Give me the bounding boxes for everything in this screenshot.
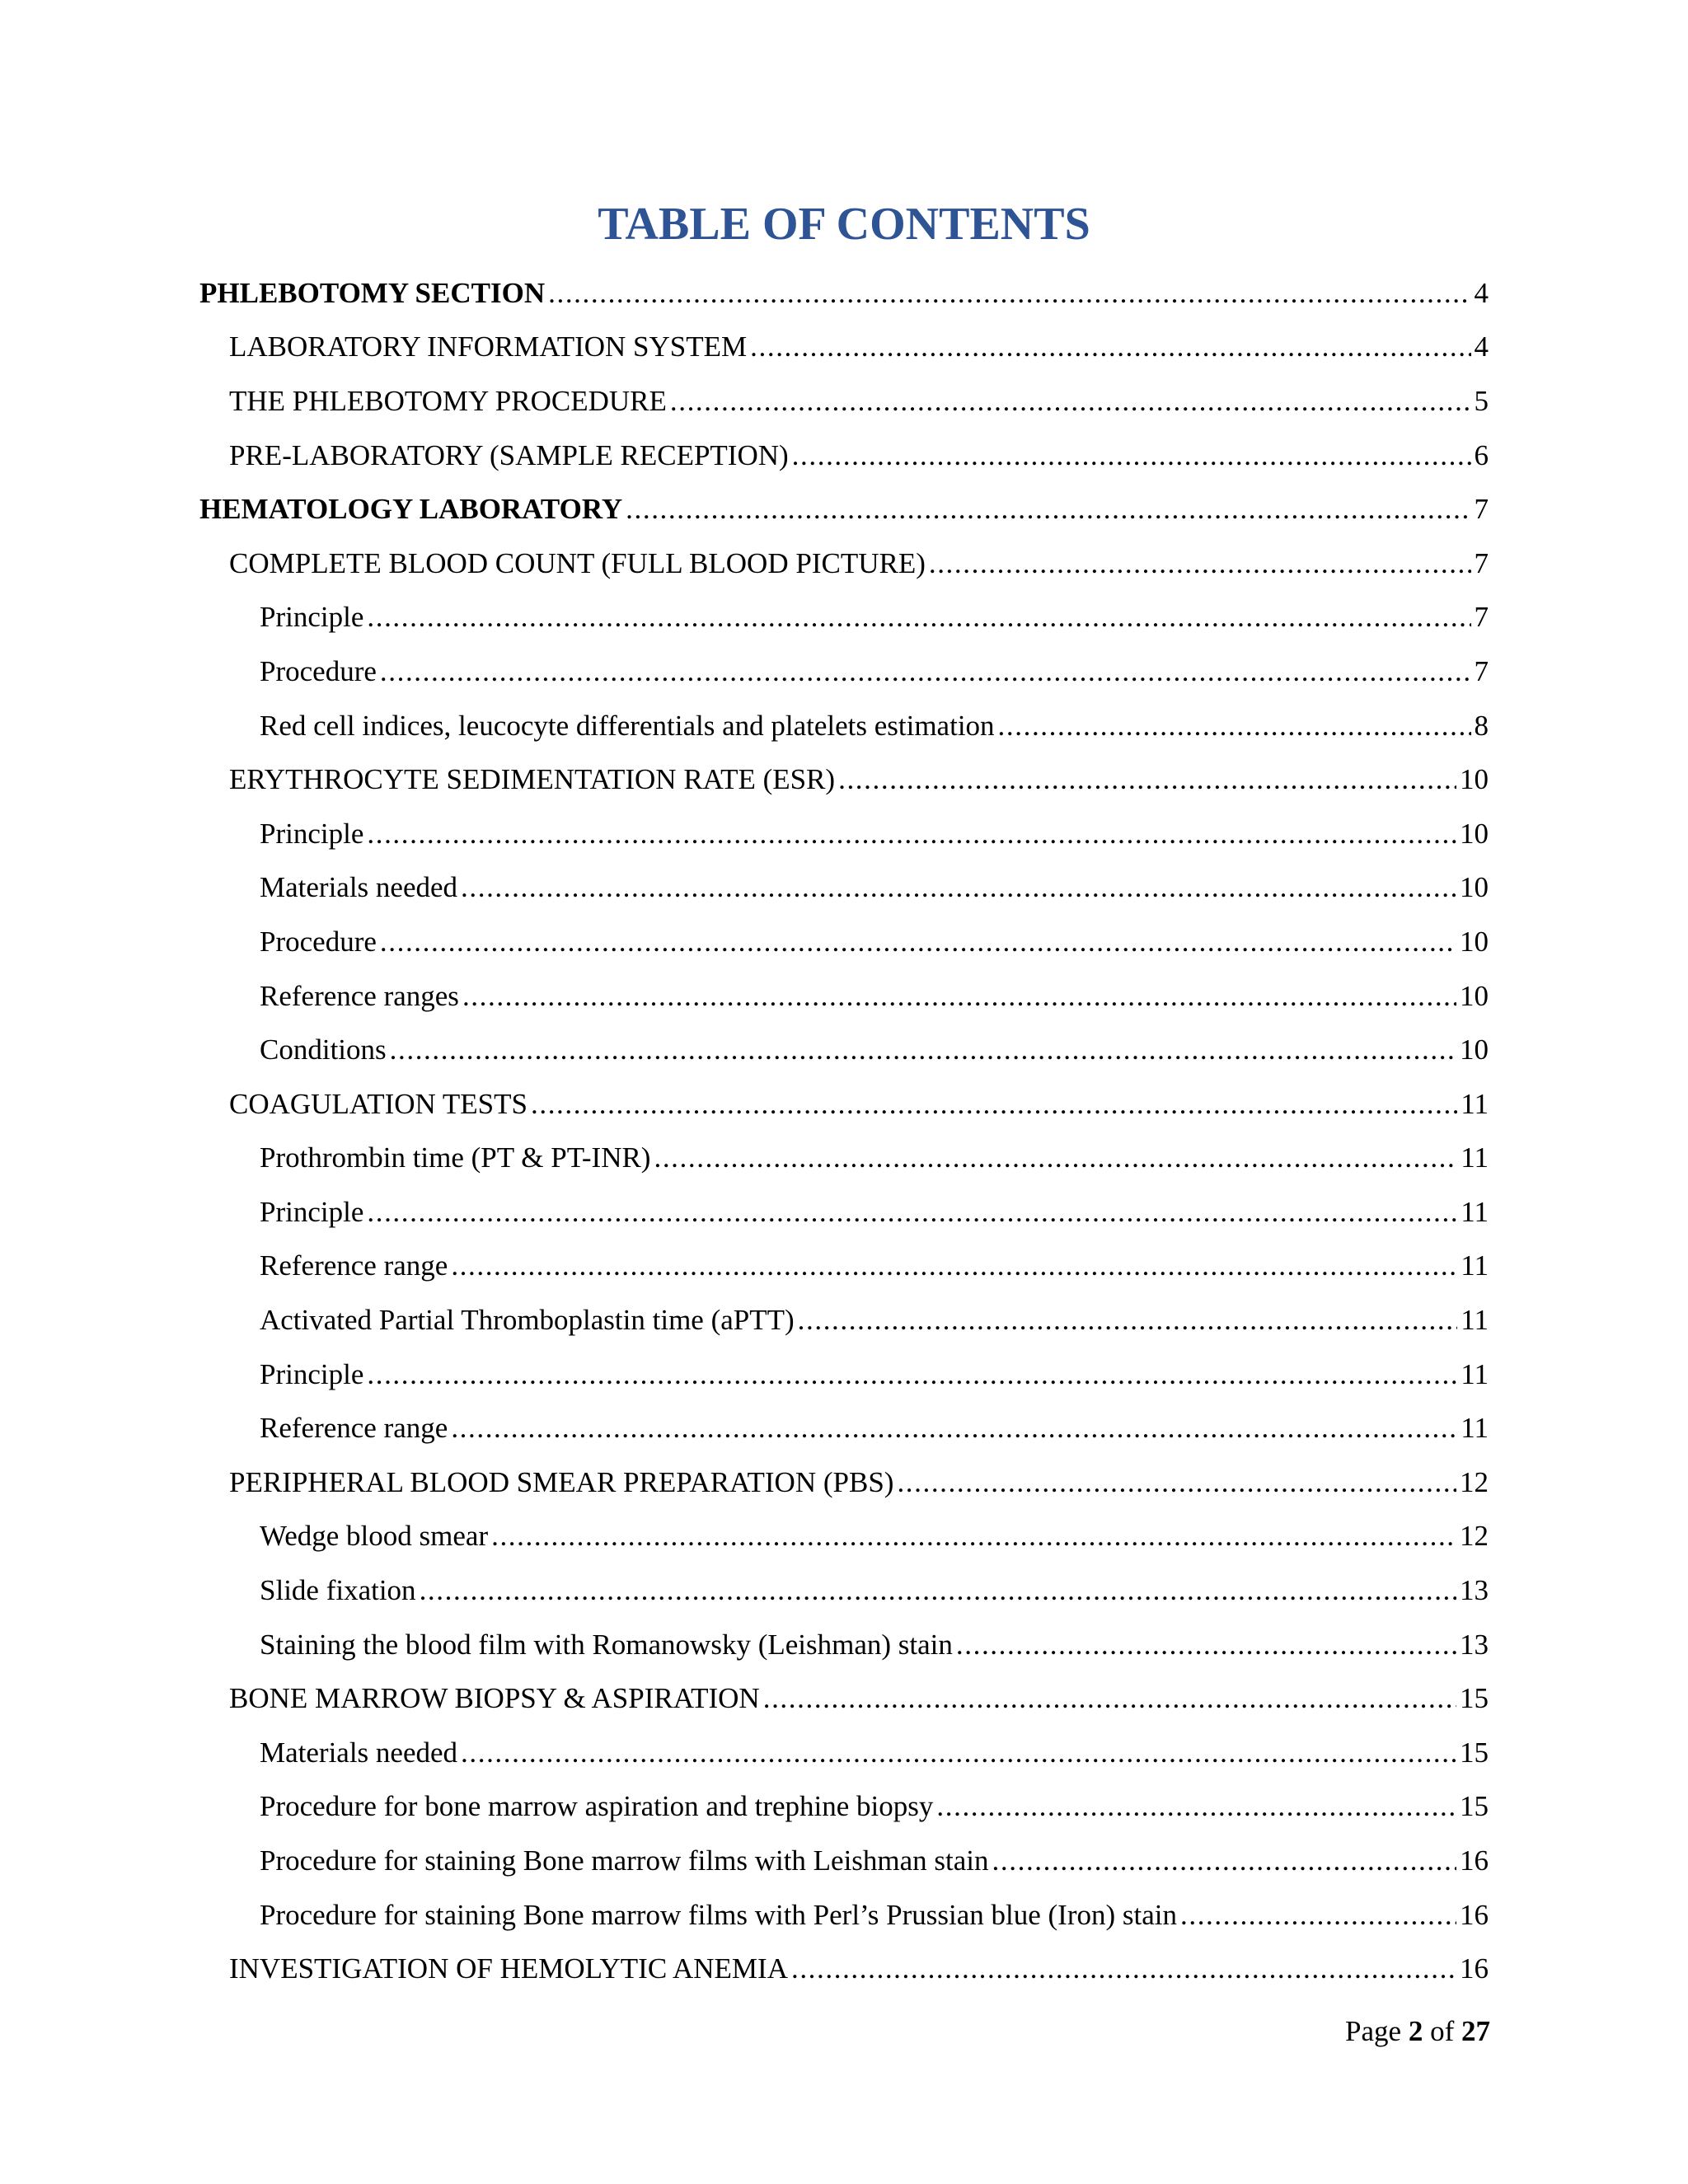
dot-leader bbox=[380, 655, 1471, 688]
toc-entry[interactable] bbox=[0, 1942, 1688, 1996]
toc-entry[interactable] bbox=[0, 1023, 1688, 1077]
dot-leader bbox=[461, 1736, 1456, 1769]
toc-entry-row bbox=[229, 1466, 1489, 1499]
toc-entry-row bbox=[229, 1088, 1489, 1121]
footer-total-pages: 27 bbox=[1461, 2015, 1490, 2047]
toc-entry-label: Materials needed bbox=[260, 1736, 458, 1769]
toc-entry[interactable] bbox=[0, 1401, 1688, 1455]
dot-leader bbox=[750, 330, 1470, 363]
toc-entry[interactable] bbox=[0, 1510, 1688, 1564]
toc-entry-row bbox=[260, 1520, 1489, 1553]
dot-leader bbox=[380, 926, 1456, 958]
toc-entry[interactable] bbox=[0, 644, 1688, 699]
toc-entry[interactable] bbox=[0, 1834, 1688, 1888]
toc-entry-label: Conditions bbox=[260, 1033, 387, 1066]
toc-entry[interactable] bbox=[0, 1671, 1688, 1726]
toc-entry-row bbox=[229, 1952, 1489, 1985]
page-title: TABLE OF CONTENTS bbox=[598, 199, 1090, 250]
dot-leader bbox=[897, 1466, 1456, 1499]
toc-entry-row bbox=[199, 277, 1489, 310]
dot-leader bbox=[462, 980, 1456, 1013]
toc-entry-label: Principle bbox=[260, 1357, 364, 1390]
toc-entry-row bbox=[260, 1899, 1489, 1932]
toc-entry[interactable] bbox=[0, 861, 1688, 916]
dot-leader bbox=[461, 871, 1456, 904]
dot-leader bbox=[936, 1790, 1456, 1823]
toc-entry-label: Principle bbox=[260, 1195, 364, 1228]
toc-entry-page-number: 4 bbox=[1474, 330, 1489, 363]
toc-entry[interactable] bbox=[0, 752, 1688, 807]
toc-entry-page-number: 11 bbox=[1461, 1087, 1489, 1120]
toc-entry-label: Procedure bbox=[260, 654, 377, 687]
toc-entry-row bbox=[260, 926, 1489, 958]
toc-entry[interactable] bbox=[0, 321, 1688, 375]
toc-entry-page-number: 10 bbox=[1460, 979, 1489, 1012]
dot-leader bbox=[451, 1412, 1457, 1445]
toc-list bbox=[0, 266, 1688, 1996]
toc-entry-label: Prothrombin time (PT & PT-INR) bbox=[260, 1141, 651, 1174]
toc-entry[interactable] bbox=[0, 1077, 1688, 1132]
dot-leader bbox=[367, 818, 1456, 851]
toc-entry-page-number: 10 bbox=[1460, 871, 1489, 904]
toc-entry[interactable] bbox=[0, 1888, 1688, 1943]
toc-entry-page-number: 13 bbox=[1460, 1574, 1489, 1607]
toc-entry-page-number: 16 bbox=[1460, 1844, 1489, 1877]
toc-entry-row bbox=[260, 1249, 1489, 1282]
toc-entry-label: Procedure for bone marrow aspiration and trephine biopsy bbox=[260, 1790, 934, 1823]
toc-entry-row bbox=[260, 980, 1489, 1013]
toc-entry[interactable] bbox=[0, 1780, 1688, 1835]
toc-entry-page-number: 16 bbox=[1460, 1952, 1489, 1985]
toc-entry-label: Reference range bbox=[260, 1249, 448, 1282]
toc-entry-page-number: 11 bbox=[1461, 1304, 1489, 1337]
toc-entry[interactable] bbox=[0, 699, 1688, 753]
toc-entry-page-number: 15 bbox=[1460, 1736, 1489, 1769]
toc-entry-label: LABORATORY INFORMATION SYSTEM bbox=[229, 330, 748, 363]
toc-entry-page-number: 13 bbox=[1460, 1628, 1489, 1661]
dot-leader bbox=[992, 1844, 1456, 1877]
toc-entry-row bbox=[260, 1844, 1489, 1877]
toc-entry-page-number: 11 bbox=[1461, 1249, 1489, 1282]
dot-leader bbox=[838, 763, 1456, 796]
toc-entry-label: Reference ranges bbox=[260, 979, 459, 1012]
toc-entry-row bbox=[260, 1141, 1489, 1174]
toc-entry[interactable] bbox=[0, 591, 1688, 645]
dot-leader bbox=[367, 601, 1470, 634]
toc-entry-row bbox=[260, 1790, 1489, 1823]
toc-entry-row bbox=[260, 1629, 1489, 1661]
toc-entry-page-number: 4 bbox=[1474, 276, 1489, 309]
toc-entry-label: PRE-LABORATORY (SAMPLE RECEPTION) bbox=[229, 438, 789, 471]
toc-entry[interactable] bbox=[0, 266, 1688, 321]
toc-entry-page-number: 7 bbox=[1474, 601, 1489, 634]
toc-entry[interactable] bbox=[0, 969, 1688, 1024]
dot-leader bbox=[548, 277, 1470, 310]
dot-leader bbox=[654, 1141, 1457, 1174]
toc-entry-page-number: 15 bbox=[1460, 1682, 1489, 1715]
footer-prefix: Page bbox=[1345, 2015, 1402, 2047]
toc-entry-row bbox=[260, 1196, 1489, 1229]
toc-entry-label: Principle bbox=[260, 817, 364, 850]
toc-entry-label: PERIPHERAL BLOOD SMEAR PREPARATION (PBS) bbox=[229, 1465, 894, 1498]
toc-entry-page-number: 5 bbox=[1474, 384, 1489, 417]
dot-leader bbox=[451, 1249, 1457, 1282]
toc-entry-label: BONE MARROW BIOPSY & ASPIRATION bbox=[229, 1682, 760, 1715]
toc-entry-row bbox=[260, 1574, 1489, 1607]
toc-entry-page-number: 11 bbox=[1461, 1141, 1489, 1174]
toc-entry-row bbox=[260, 1033, 1489, 1066]
toc-entry[interactable] bbox=[0, 807, 1688, 861]
toc-entry-label: Procedure bbox=[260, 925, 377, 958]
toc-entry-row bbox=[199, 493, 1489, 526]
footer-current-page: 2 bbox=[1408, 2015, 1423, 2047]
dot-leader bbox=[763, 1682, 1456, 1715]
toc-entry-row bbox=[260, 818, 1489, 851]
dot-leader bbox=[626, 493, 1470, 526]
toc-entry[interactable] bbox=[0, 1726, 1688, 1780]
toc-entry[interactable] bbox=[0, 1347, 1688, 1402]
toc-entry[interactable] bbox=[0, 374, 1688, 429]
toc-entry[interactable] bbox=[0, 1185, 1688, 1240]
toc-entry[interactable] bbox=[0, 537, 1688, 591]
toc-entry-row bbox=[229, 763, 1489, 796]
toc-entry-row bbox=[229, 1682, 1489, 1715]
toc-entry-label: Red cell indices, leucocyte differentials and platelets estimation bbox=[260, 709, 995, 742]
toc-entry[interactable] bbox=[0, 1132, 1688, 1186]
toc-entry-row bbox=[229, 439, 1489, 472]
toc-entry-label: Principle bbox=[260, 601, 364, 634]
toc-entry-page-number: 10 bbox=[1460, 763, 1489, 796]
toc-entry-page-number: 15 bbox=[1460, 1790, 1489, 1823]
toc-entry-row bbox=[260, 1358, 1489, 1391]
toc-entry-label: Slide fixation bbox=[260, 1574, 416, 1607]
toc-entry-row bbox=[260, 655, 1489, 688]
toc-entry[interactable] bbox=[0, 1240, 1688, 1294]
toc-entry-page-number: 16 bbox=[1460, 1898, 1489, 1931]
toc-entry-label: INVESTIGATION OF HEMOLYTIC ANEMIA bbox=[229, 1952, 788, 1985]
toc-entry-page-number: 11 bbox=[1461, 1357, 1489, 1390]
dot-leader bbox=[491, 1520, 1456, 1553]
toc-entry-label: Procedure for staining Bone marrow films with Leishman stain bbox=[260, 1844, 989, 1877]
toc-entry-row bbox=[229, 330, 1489, 363]
dot-leader bbox=[420, 1574, 1456, 1607]
dot-leader bbox=[956, 1629, 1456, 1661]
toc-entry-label: Procedure for staining Bone marrow films with Perl’s Prussian blue (Iron) stain bbox=[260, 1898, 1177, 1931]
dot-leader bbox=[367, 1196, 1457, 1229]
page-footer bbox=[1345, 2011, 1490, 2052]
toc-entry[interactable] bbox=[0, 1618, 1688, 1672]
toc-entry-page-number: 7 bbox=[1474, 546, 1489, 579]
toc-entry-page-number: 12 bbox=[1460, 1465, 1489, 1498]
dot-leader bbox=[670, 385, 1471, 418]
toc-entry-row bbox=[260, 871, 1489, 904]
toc-entry-label: Materials needed bbox=[260, 871, 458, 904]
dot-leader bbox=[791, 1952, 1456, 1985]
dot-leader bbox=[367, 1358, 1457, 1391]
dot-leader bbox=[1180, 1899, 1456, 1932]
dot-leader bbox=[390, 1033, 1456, 1066]
toc-entry[interactable] bbox=[0, 1293, 1688, 1347]
toc-entry-page-number: 8 bbox=[1474, 709, 1489, 742]
toc-entry-label: Staining the blood film with Romanowsky (Leishman) stain bbox=[260, 1628, 953, 1661]
toc-entry-page-number: 10 bbox=[1460, 925, 1489, 958]
footer-separator: of bbox=[1430, 2015, 1455, 2047]
toc-entry-label: Reference range bbox=[260, 1412, 448, 1445]
toc-entry-label: Wedge blood smear bbox=[260, 1520, 489, 1553]
toc-entry-page-number: 10 bbox=[1460, 1033, 1489, 1066]
toc-entry-row bbox=[260, 710, 1489, 743]
toc-entry-page-number: 12 bbox=[1460, 1520, 1489, 1553]
toc-entry-label: ERYTHROCYTE SEDIMENTATION RATE (ESR) bbox=[229, 763, 836, 796]
toc-entry-label: COMPLETE BLOOD COUNT (FULL BLOOD PICTURE) bbox=[229, 546, 926, 579]
dot-leader bbox=[531, 1088, 1457, 1121]
toc-entry-row bbox=[260, 1304, 1489, 1337]
dot-leader bbox=[929, 547, 1471, 580]
toc-entry-label: COAGULATION TESTS bbox=[229, 1087, 528, 1120]
toc-entry-label: PHLEBOTOMY SECTION bbox=[199, 276, 546, 309]
toc-entry[interactable] bbox=[0, 1455, 1688, 1510]
toc-entry-page-number: 11 bbox=[1461, 1412, 1489, 1445]
toc-entry-page-number: 6 bbox=[1474, 438, 1489, 471]
toc-entry-page-number: 7 bbox=[1474, 493, 1489, 526]
dot-leader bbox=[798, 1304, 1458, 1337]
toc-entry-row bbox=[260, 1412, 1489, 1445]
toc-entry-row bbox=[229, 385, 1489, 418]
toc-entry[interactable] bbox=[0, 915, 1688, 969]
toc-entry[interactable] bbox=[0, 1563, 1688, 1618]
toc-entry-row bbox=[260, 1736, 1489, 1769]
toc-entry-page-number: 11 bbox=[1461, 1195, 1489, 1228]
dot-leader bbox=[998, 710, 1471, 743]
toc-entry-page-number: 10 bbox=[1460, 817, 1489, 850]
toc-entry-label: HEMATOLOGY LABORATORY bbox=[199, 493, 623, 526]
toc-entry-label: Activated Partial Thromboplastin time (aPTT) bbox=[260, 1304, 795, 1337]
toc-entry[interactable] bbox=[0, 429, 1688, 483]
toc-entry-row bbox=[260, 601, 1489, 634]
toc-entry[interactable] bbox=[0, 482, 1688, 537]
toc-entry-page-number: 7 bbox=[1474, 654, 1489, 687]
toc-entry-row bbox=[229, 547, 1489, 580]
dot-leader bbox=[792, 439, 1471, 472]
toc-entry-label: THE PHLEBOTOMY PROCEDURE bbox=[229, 384, 667, 417]
